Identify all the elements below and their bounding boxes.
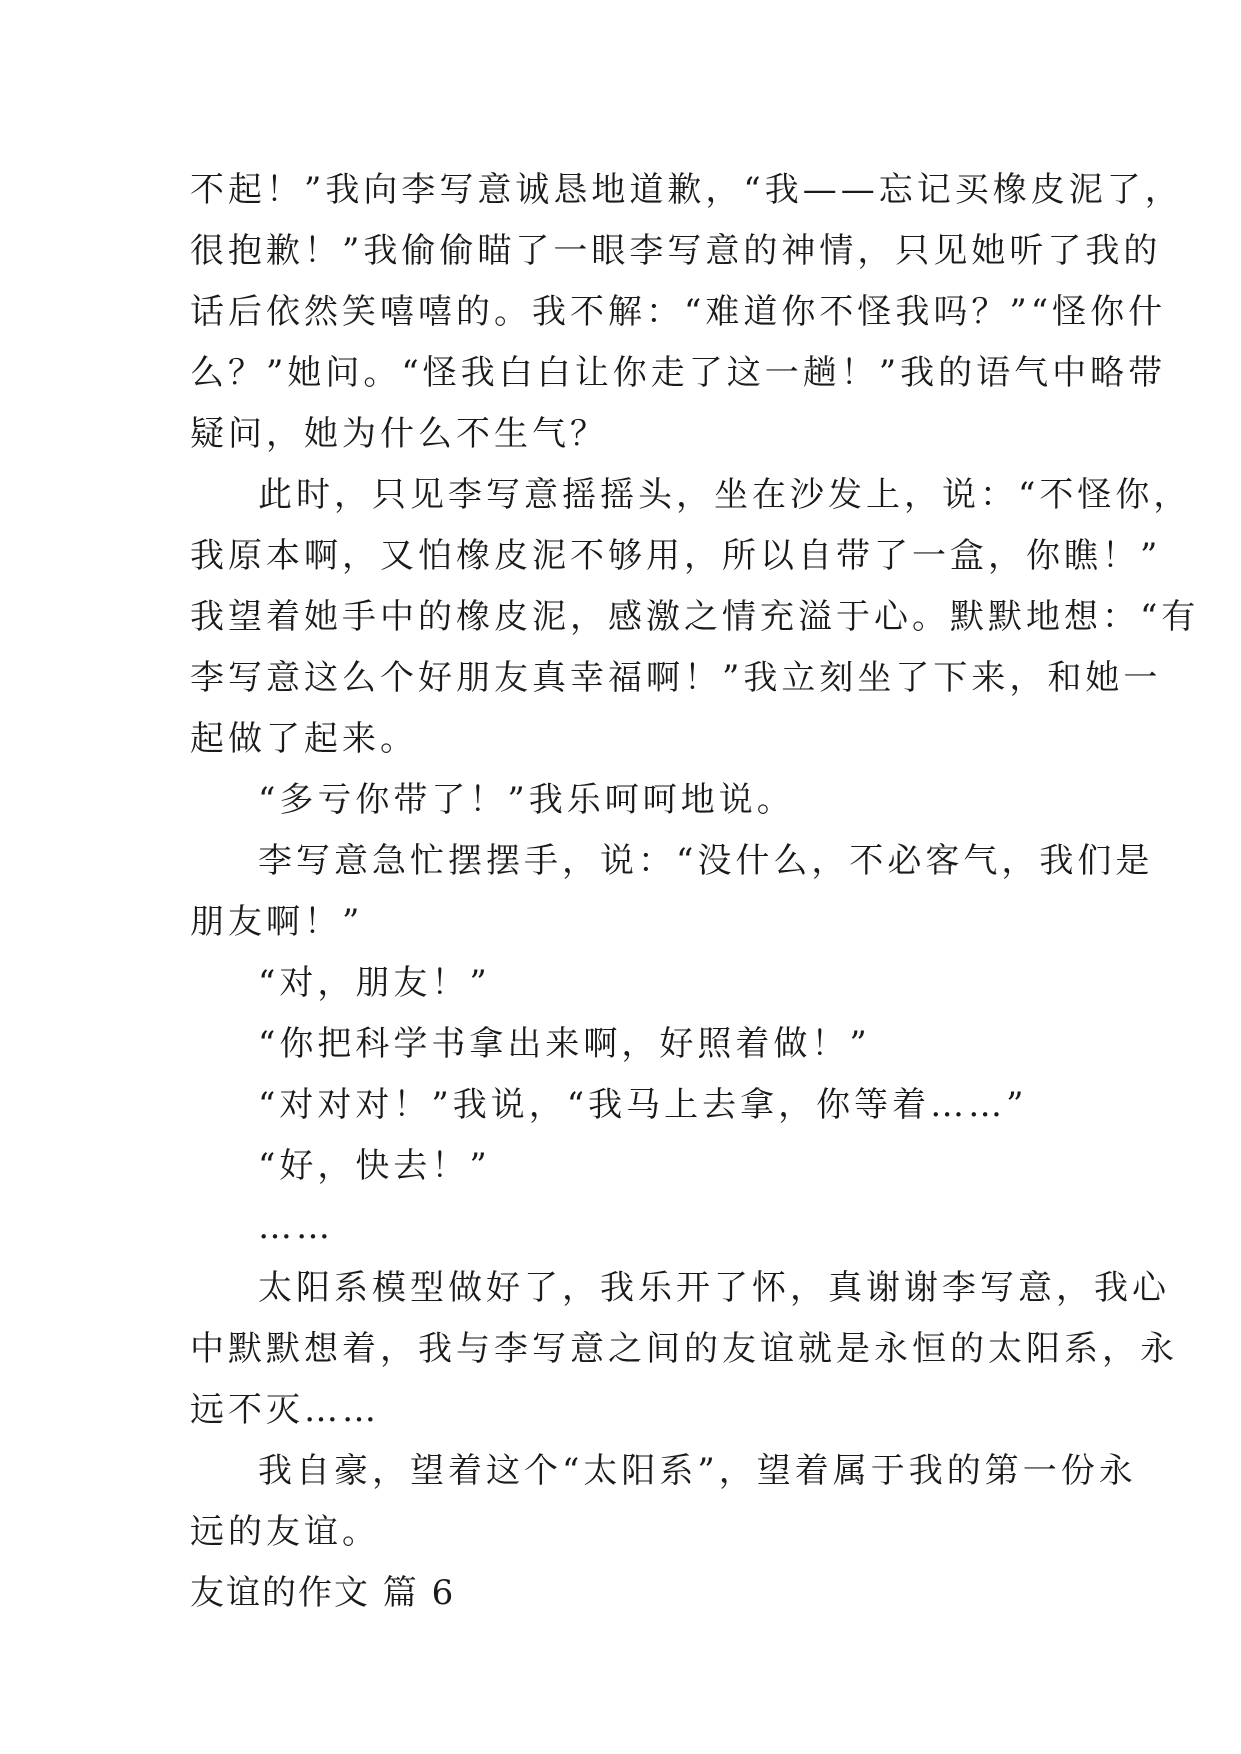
text-line: 话后依然笑嘻嘻的。我不解：“难道你不怪我吗？”“怪你什	[190, 292, 1167, 332]
section-heading: 友谊的作文 篇 6	[190, 1573, 456, 1613]
text-line: 很抱歉！”我偷偷瞄了一眼李写意的神情，只见她听了我的	[190, 231, 1162, 271]
text-line: 远不灭……	[190, 1390, 380, 1430]
text-line: ……	[258, 1207, 334, 1247]
text-line: 此时，只见李写意摇摇头，坐在沙发上，说：“不怪你，	[258, 475, 1192, 515]
text-line: 么？”她问。“怪我白白让你走了这一趟！”我的语气中略带	[190, 353, 1167, 393]
text-line: 起做了起来。	[190, 719, 418, 759]
text-line: 我望着她手中的橡皮泥，感激之情充溢于心。默默地想：“有	[190, 597, 1200, 637]
text-line: “你把科学书拿出来啊，好照着做！”	[258, 1024, 871, 1064]
text-line: 李写意急忙摆摆手，说：“没什么，不必客气，我们是	[258, 841, 1154, 881]
text-line: 远的友谊。	[190, 1512, 380, 1552]
text-line: 中默默想着，我与李写意之间的友谊就是永恒的太阳系，永	[190, 1329, 1178, 1369]
text-line: “对，朋友！”	[258, 963, 491, 1003]
text-line: 李写意这么个好朋友真幸福啊！”我立刻坐了下来，和她一	[190, 658, 1162, 698]
document-body	[190, 160, 1200, 1624]
text-line: 太阳系模型做好了，我乐开了怀，真谢谢李写意，我心	[258, 1268, 1170, 1308]
text-line: 我原本啊，又怕橡皮泥不够用，所以自带了一盒，你瞧！”	[190, 536, 1162, 576]
text-line: 疑问，她为什么不生气？	[190, 414, 608, 454]
text-line: “好，快去！”	[258, 1146, 491, 1186]
text-line: 我自豪，望着这个“太阳系”，望着属于我的第一份永	[258, 1451, 1137, 1491]
text-line: “对对对！”我说，“我马上去拿，你等着……”	[258, 1085, 1028, 1125]
text-line: 朋友啊！”	[190, 902, 364, 942]
text-line: 不起！”我向李写意诚恳地道歉，“我——忘记买橡皮泥了，	[190, 170, 1183, 210]
text-line: “多亏你带了！”我乐呵呵地说。	[258, 780, 795, 820]
